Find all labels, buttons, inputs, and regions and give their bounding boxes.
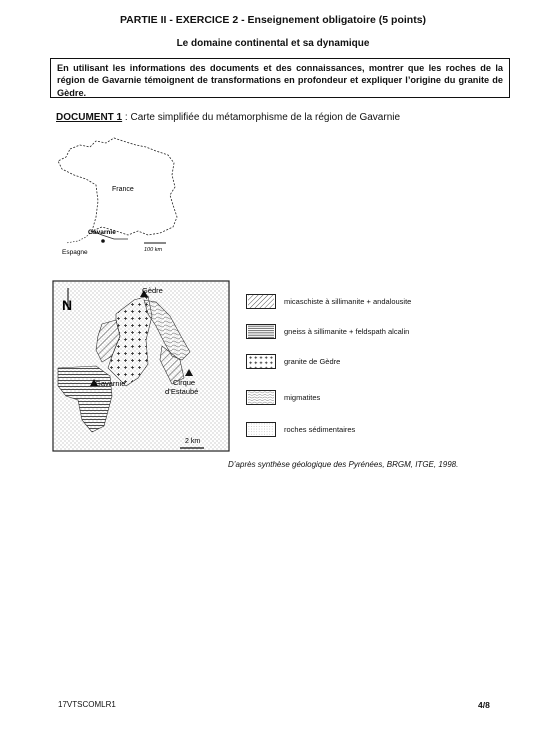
document-title: Carte simplifiée du métamorphisme de la région de Gavarnie [130,112,401,123]
geo-scale-label: 2 km [185,438,201,445]
france-location-map [56,135,181,260]
document-label: DOCUMENT 1 [56,112,123,123]
legend-label-micaschiste: micaschiste à sillimanite + andalousite [284,297,412,306]
geological-map [52,280,230,452]
label-gedre: Gèdre [142,286,163,295]
footer-page-number: 4/8 [478,700,490,710]
label-cirque-line2: d’Estaubé [165,387,199,396]
document-source: D’après synthèse géologique des Pyrénées, BRGM, ITGE, 1998. [228,460,459,469]
legend-label-migmatites: migmatites [284,393,321,402]
document-separator: : [122,112,131,123]
gavarnie-location-dot [101,239,105,243]
legend-label-granite: granite de Gèdre [284,357,341,366]
france-scale-label: 100 km [144,247,163,253]
task-statement-box [50,58,510,98]
label-gavarnie-small: Gavarnie [88,229,116,236]
legend-swatch-migmatites [246,390,276,405]
label-espagne: Espagne [62,249,88,256]
footer-document-code: 17VTSCOMLR1 [58,700,116,709]
legend-label-sedimentary: roches sédimentaires [284,425,356,434]
legend-label-gneiss: gneiss à sillimanite + feldspath alcalin [284,327,410,336]
exercise-title: PARTIE II - EXERCICE 2 - Enseignement obligatoire (5 points) [119,14,427,26]
label-gavarnie: Gavarnie [95,379,126,388]
north-label: N [62,297,73,313]
legend-swatch-micaschiste [246,294,276,309]
legend [246,294,506,444]
label-cirque-line1: Cirque [173,378,196,387]
legend-swatch-gneiss [246,324,276,339]
label-france: France [112,186,134,193]
document-heading [56,112,400,123]
legend-swatch-granite [246,354,276,369]
task-statement-text: En utilisant les informations des documents et des connaissances, montrer que les roches de la région de Gavarnie témoignent de transformations en profondeur et expliquer l’origine du granite de Gèdre. [57,63,503,98]
exercise-subtitle: Le domaine continental et sa dynamique [176,38,370,49]
legend-swatch-sedimentary [246,422,276,437]
